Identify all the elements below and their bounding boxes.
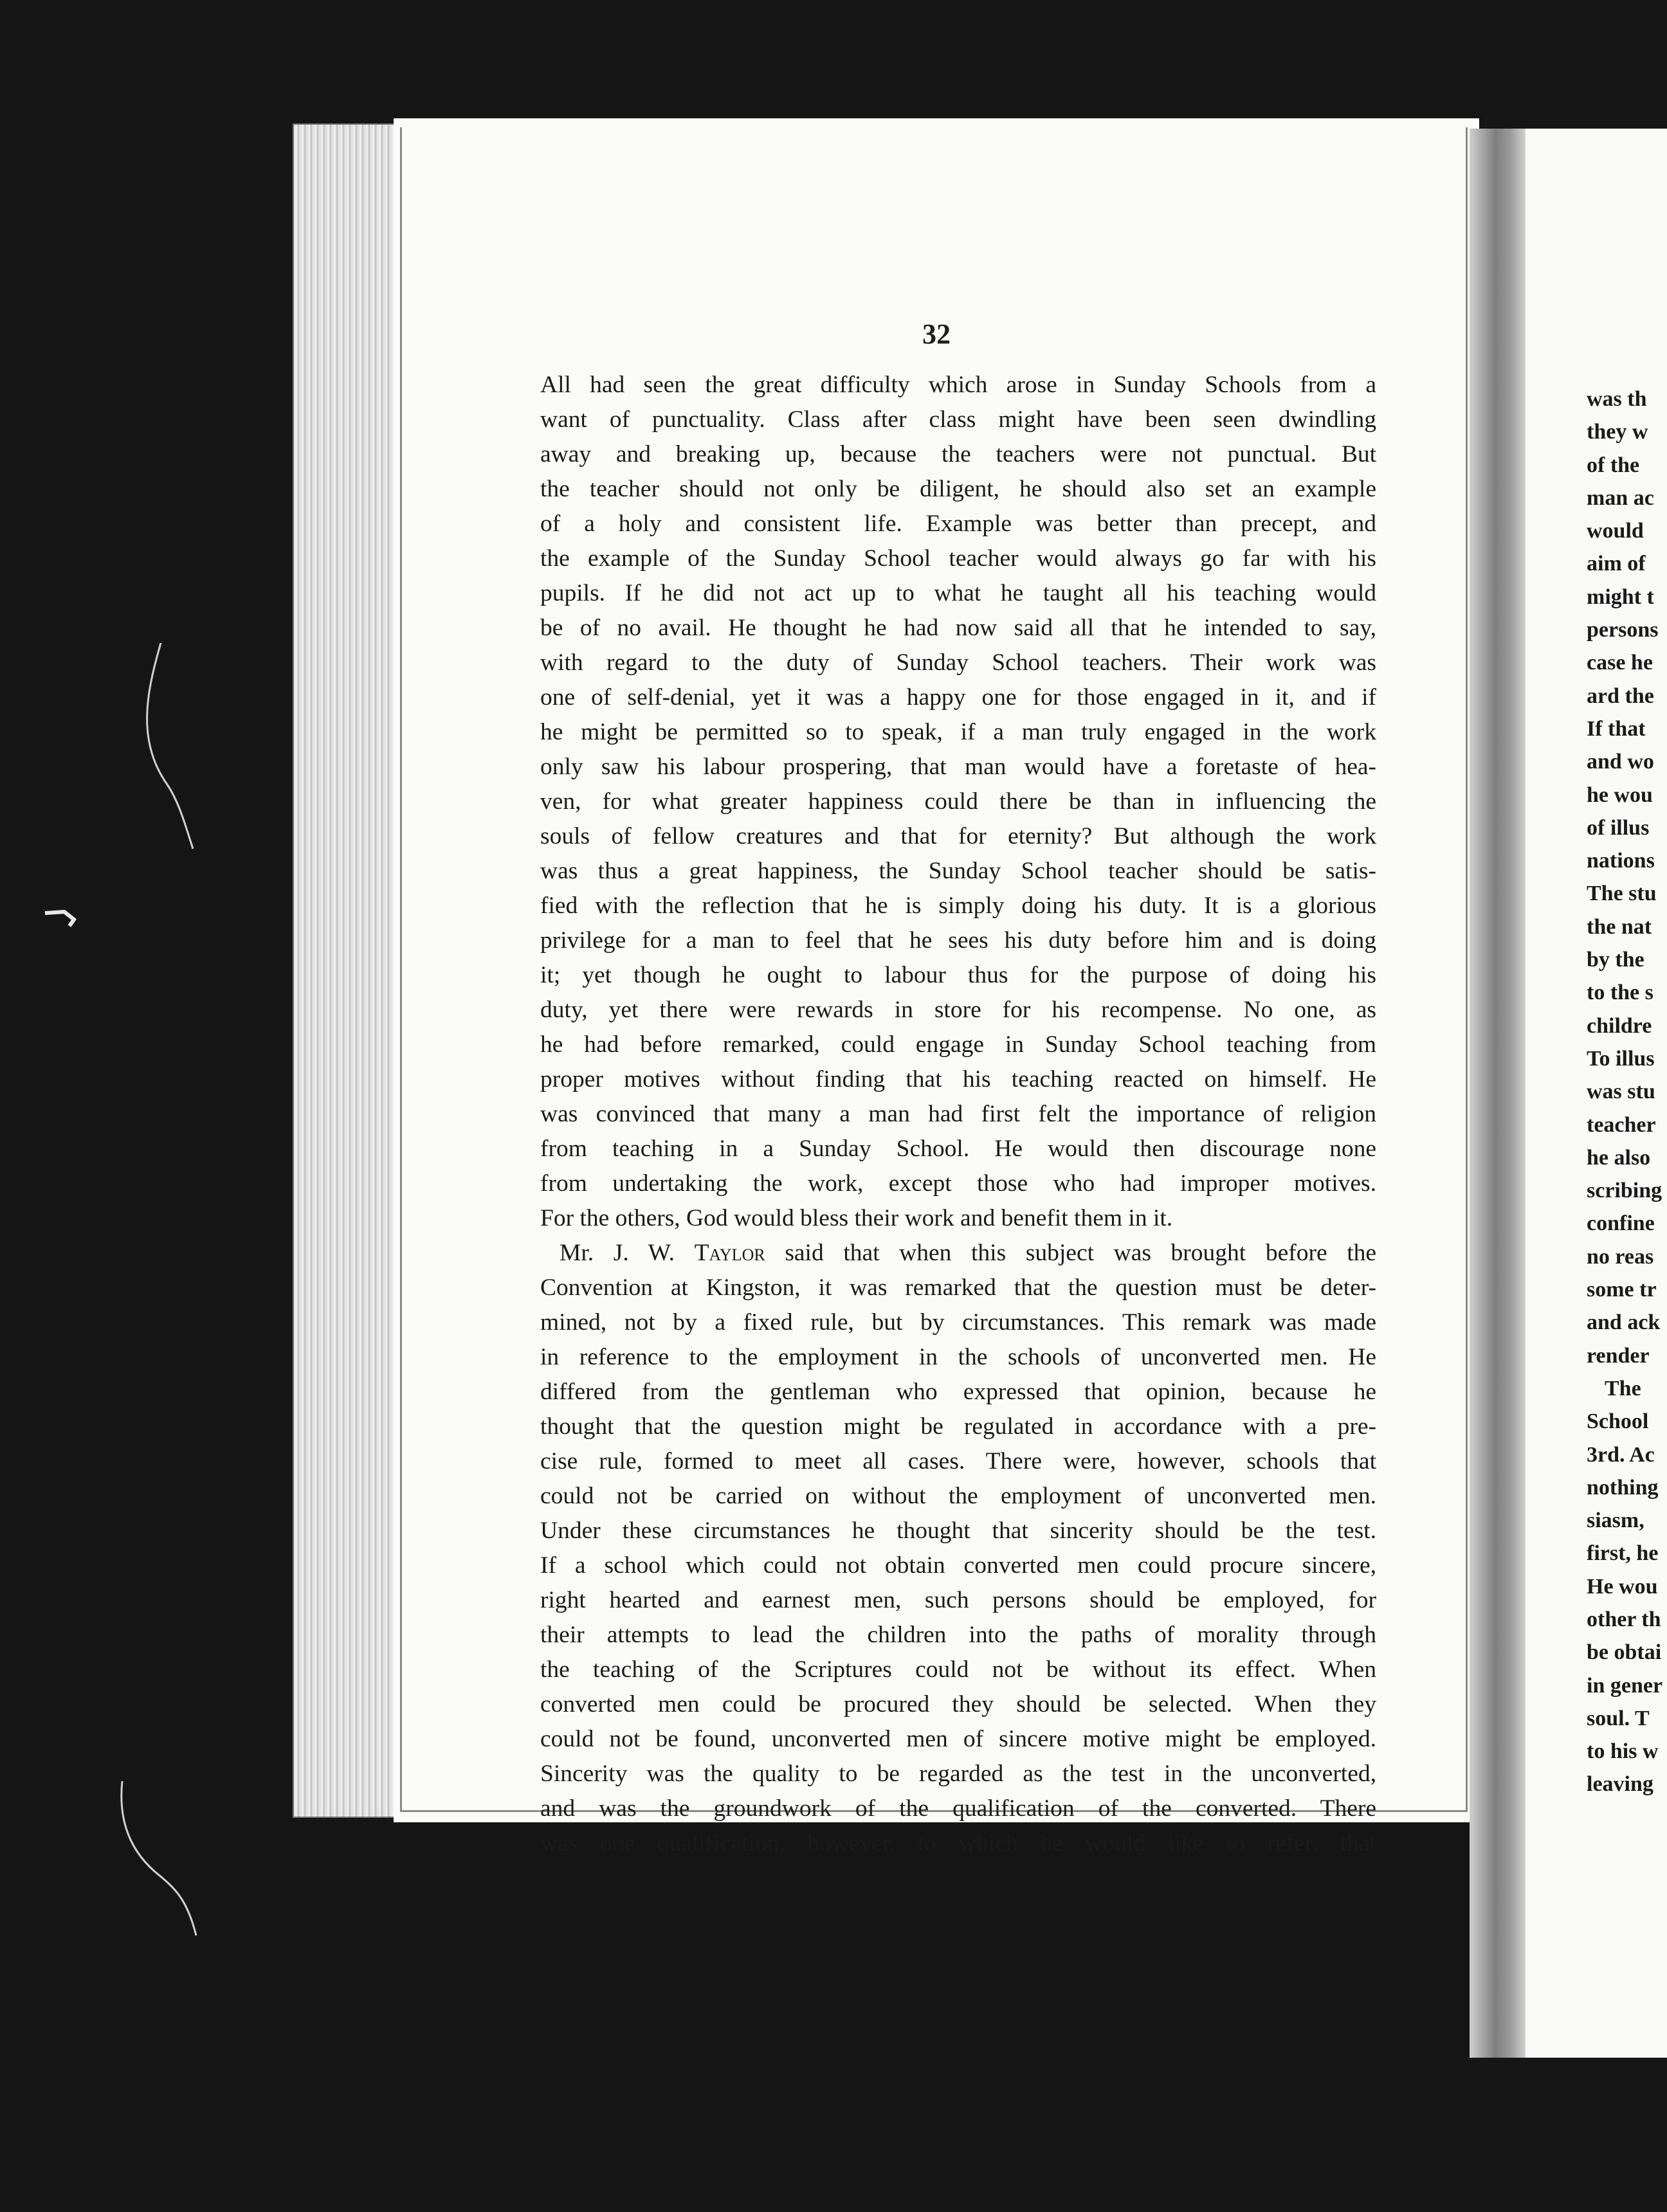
- text-line: Sincerity was the quality to be regarded as the test in the unconverted,: [540, 1761, 1376, 1787]
- text-line: with regard to the duty of Sunday School teachers. Their work was: [540, 649, 1376, 676]
- speaker-prefix: Mr. J. W.: [560, 1240, 675, 1266]
- text-line: soul. T: [1587, 1706, 1650, 1730]
- text-line: other th: [1587, 1607, 1661, 1631]
- speaker-line: [540, 1236, 1376, 1271]
- text-line: he wou: [1587, 783, 1653, 807]
- text-line: proper motives without finding that his teaching reacted on himself. He: [540, 1066, 1376, 1092]
- text-line: he also: [1587, 1145, 1651, 1170]
- text-line: fied with the reflection that he is simply doing his duty. It is a glorious: [540, 893, 1376, 919]
- text-line: souls of fellow creatures and that for eternity? But although the work: [540, 823, 1376, 849]
- text-line: School: [1587, 1410, 1649, 1434]
- text-line: 3rd. Ac: [1587, 1442, 1655, 1467]
- text-line: would: [1587, 519, 1644, 543]
- text-line: first, he: [1587, 1541, 1659, 1566]
- text-line: ard the: [1587, 684, 1654, 708]
- text-line: was th: [1587, 387, 1647, 411]
- left-page: [394, 118, 1479, 1856]
- text-line: want of punctuality. Class after class might have been seen dwindling: [540, 406, 1376, 433]
- text-line: privilege for a man to feel that he sees his duty before him and is doing: [540, 927, 1376, 954]
- text-line: confine: [1587, 1211, 1655, 1236]
- text-line: render: [1587, 1343, 1650, 1368]
- text-line: To illus: [1587, 1046, 1655, 1071]
- text-line: away and breaking up, because the teachers were not punctual. But: [540, 441, 1376, 467]
- text-line: nothing: [1587, 1475, 1659, 1500]
- text-line: in reference to the employment in the schools of unconverted men. He: [540, 1344, 1376, 1370]
- right-page-text: [1587, 383, 1667, 1801]
- text-line: only saw his labour prospering, that man would have a foretaste of hea-: [540, 754, 1376, 780]
- page-number: 32: [922, 318, 951, 350]
- text-line: For the others, God would bless their work and benefit them in it.: [540, 1205, 1173, 1231]
- text-line: and wo: [1587, 750, 1654, 774]
- text-line: scribing: [1587, 1179, 1662, 1203]
- text-line: could not be found, unconverted men of sincere motive might be employed.: [540, 1726, 1376, 1752]
- text-line: differed from the gentleman who expressed that opinion, because he: [540, 1379, 1376, 1405]
- film-scratch-mark-lower: [109, 1775, 212, 1942]
- text-line: the teacher should not only be diligent, he should also set an example: [540, 476, 1376, 502]
- body-text: [540, 368, 1376, 1861]
- text-line: was one qualification, however, to which he would like to refer, that: [540, 1830, 1376, 1856]
- text-line: childre: [1587, 1013, 1652, 1038]
- text-line: leaving: [1587, 1772, 1653, 1797]
- text-line: The: [1605, 1376, 1641, 1401]
- text-line: siasm,: [1587, 1509, 1644, 1533]
- text-line: was stu: [1587, 1080, 1655, 1104]
- right-page: [1526, 129, 1667, 2058]
- text-line: it; yet though he ought to labour thus for the purpose of doing his: [540, 962, 1376, 988]
- text-line: from teaching in a Sunday School. He would then discourage none: [540, 1136, 1376, 1162]
- text-line: man ac: [1587, 485, 1654, 510]
- text-line: He wou: [1587, 1574, 1658, 1599]
- text-line: might t: [1587, 585, 1654, 609]
- text-line: and ack: [1587, 1310, 1661, 1335]
- text-line: case he: [1587, 651, 1653, 675]
- text-line: one of self-denial, yet it was a happy one for those engaged in it, and if: [540, 684, 1376, 711]
- film-scratch-mark: [96, 637, 225, 862]
- text-line: duty, yet there were rewards in store for his recompense. No one, as: [540, 997, 1376, 1023]
- text-line: converted men could be procured they should be selected. When they: [540, 1691, 1376, 1718]
- text-line: by the: [1587, 948, 1644, 972]
- text-line: from undertaking the work, except those who had improper motives.: [540, 1170, 1376, 1197]
- text-line: of a holy and consistent life. Example was better than precept, and: [540, 511, 1376, 537]
- text-line: The stu: [1587, 882, 1657, 906]
- speaker-name: Taylor: [694, 1240, 765, 1266]
- text-line: pupils. If he did not act up to what he taught all his teaching would: [540, 580, 1376, 606]
- text-line: he might be permitted so to speak, if a man truly engaged in the work: [540, 719, 1376, 745]
- text-line: All had seen the great difficulty which arose in Sunday Schools from a: [540, 372, 1376, 398]
- text-line: their attempts to lead the children into the paths of morality through: [540, 1622, 1376, 1648]
- text-line: mined, not by a fixed rule, but by circumstances. This remark was made: [540, 1309, 1376, 1336]
- text-line: was convinced that many a man had first felt the importance of religion: [540, 1101, 1376, 1127]
- text-line: and was the groundwork of the qualification of the converted. There: [540, 1795, 1376, 1822]
- text-line: teacher: [1587, 1112, 1656, 1137]
- text-line: could not be carried on without the employment of unconverted men.: [540, 1483, 1376, 1509]
- text-line: If a school which could not obtain converted men could procure sincere,: [540, 1552, 1376, 1579]
- text-line: cise rule, formed to meet all cases. There were, however, schools that: [540, 1448, 1376, 1474]
- text-line: to his w: [1587, 1739, 1659, 1764]
- text-line: no reas: [1587, 1244, 1654, 1269]
- text-line: If that: [1587, 716, 1646, 741]
- speaker-line-text: said that when this subject was brought before the: [785, 1240, 1377, 1266]
- text-line: he had before remarked, could engage in Sunday School teaching from: [540, 1031, 1376, 1058]
- page-edges: [293, 123, 408, 1818]
- text-line: persons: [1587, 618, 1659, 642]
- film-speck-mark: [39, 900, 90, 939]
- text-line: they w: [1587, 420, 1648, 444]
- text-line: some tr: [1587, 1278, 1657, 1302]
- text-line: the example of the Sunday School teacher would always go far with his: [540, 545, 1376, 572]
- text-line: the nat: [1587, 914, 1652, 939]
- text-line: in gener: [1587, 1673, 1663, 1698]
- text-line: of illus: [1587, 815, 1650, 840]
- text-line: of the: [1587, 453, 1640, 477]
- text-line: Convention at Kingston, it was remarked that the question must be deter-: [540, 1274, 1376, 1301]
- text-line: be obtai: [1587, 1640, 1662, 1665]
- text-line: nations: [1587, 849, 1655, 873]
- text-line: right hearted and earnest men, such persons should be employed, for: [540, 1587, 1376, 1613]
- text-line: to the s: [1587, 981, 1653, 1005]
- book-gutter: [1470, 129, 1527, 2058]
- text-line: ven, for what greater happiness could there be than in influencing the: [540, 788, 1376, 815]
- text-line: thought that the question might be regulated in accordance with a pre-: [540, 1413, 1376, 1440]
- text-line: Under these circumstances he thought that sincerity should be the test.: [540, 1518, 1376, 1544]
- text-line: the teaching of the Scriptures could not be without its effect. When: [540, 1656, 1376, 1683]
- text-line: aim of: [1587, 552, 1646, 576]
- text-line: be of no avail. He thought he had now said all that he intended to say,: [540, 615, 1376, 641]
- text-line: was thus a great happiness, the Sunday School teacher should be satis-: [540, 858, 1376, 884]
